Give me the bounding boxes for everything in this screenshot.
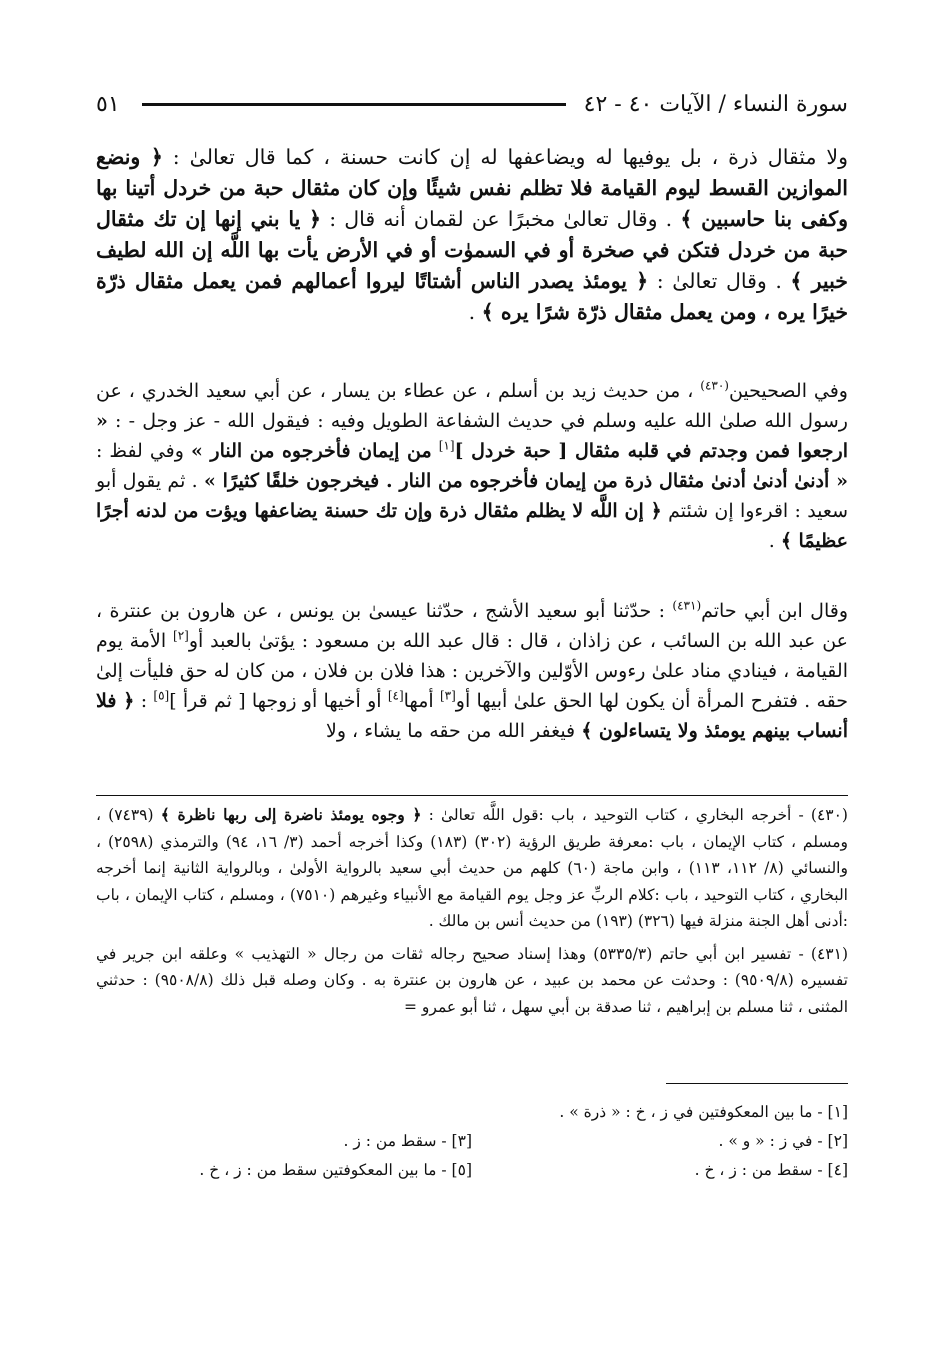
variant-row [96,1156,848,1185]
page-number: ٥١ [96,91,120,117]
text-span: الأمة يوم القيامة ، فينادي مناد علىٰ رءوس الأوّلين والآخرين : هذا فلان بن فلان ، من كان له حق فليأت إلىٰ حقه . فتفرح المرأة أن يكون لها الحق علىٰ أبيها أو [96,630,849,712]
variant-note: [١] - ما بين المعكوفتين في ز ، خ : « ذرة » . [559,1103,848,1121]
variant-row [96,1098,848,1127]
footnote-text: (٤٣٠) - أخرجه البخاري ، كتاب التوحيد ، باب :قول اللَّه تعالىٰ : [428,806,848,824]
variant-row [96,1127,848,1156]
text-span: . وقال تعالىٰ مخبرًا عن لقمان أنه قال : [329,207,673,231]
text-span: . [468,300,476,324]
footnotes [96,802,848,1026]
quran-verse: ﴿ يومئذ يصدر الناس أشتاتًا ليروا أعمالهم فمن يعمل مثقال ذرّة خيرًا يره ، ومن يعمل مثقال ذرّة شرًا يره ﴾ [96,269,848,324]
text-span: فيغفر الله من حقه ما يشاء ، ولا [325,720,576,742]
footnote-431 [96,941,848,1021]
variant-ref: [٣] [439,688,456,703]
text-span: أو أخيها أو زوجها [ ثم قرأ ] [169,690,382,712]
variant-note: [٢] - في ز : « و » . [718,1132,848,1150]
text-span: وفي الصحيحين [728,380,848,402]
hadith-quote: « أدنىٰ أدنىٰ أدنىٰ مثقال ذرة من إيمان فأخرجوه من النار . فيخرجون خلقًا كثيرًا » [203,470,849,492]
text-span: : حدّثنا أبو سعيد الأشج ، حدّثنا عيسىٰ بن يونس ، عن هارون بن عنترة ، عن عبد الله بن السائب ، عن زاذان ، قال : قال عبد الله بن مسعود : يؤتىٰ بالعبد أو [96,600,848,652]
quran-verse: ﴿ يا بني إنها إن تك مثقال حبة من خردل فتكن في صخرة أو في السموٰت أو في الأرض يأت بها اللَّه إن الله لطيف خبير ﴾ [96,207,848,293]
text-span: ، من حديث زيد بن أسلم ، عن عطاء بن يسار ، عن أبي سعيد الخدري ، عن رسول الله صلىٰ الله عليه وسلم في حديث الشفاعة الطويل وفيه : فيقول الله - عز وجل - : [96,380,848,432]
paragraph-2 [96,376,848,556]
text-span: ولا مثقال ذرة ، بل يوفيها له ويضاعفها له إن كانت حسنة ، كما قال تعالىٰ : [172,145,848,169]
hadith-quote: « ارجعوا فمن وجدتم في قلبه مثقال [ حبة خردل ] [96,410,848,462]
footnote-430 [96,802,848,935]
text-span: أمها [403,690,434,712]
paragraph-3 [96,596,848,746]
quran-verse: ﴿ وجوه يومئذ ناضرة إلى ربها ناظرة ﴾ [160,805,422,824]
text-span: : [140,690,148,712]
quran-verse: ﴿ إن اللَّه لا يظلم مثقال ذرة وإن تك حسنة يضاعفها ويؤت من لدنه أجرًا عظيمًا ﴾ [96,500,848,552]
text-span: . [768,530,775,552]
page-header [96,86,848,122]
quran-verse: ﴿ فلا أنساب بينهم يومئذ ولا يتساءلون ﴾ [96,690,848,742]
header-rule [142,103,566,106]
footnote-ref: (٤٣٠) [700,378,729,393]
variants-divider [666,1083,848,1084]
variant-ref: [٤] [387,688,404,703]
text-span: وفي لفظ : [96,440,184,462]
footnote-text: (٤٣١) - تفسير ابن أبي حاتم (٥٣٣٥/٣) وهذا إسناد صحيح رجاله ثقات من رجال « التهذيب » وعلقه ابن جرير في تفسيره (٩٥٠٩/٨) : وحدثت عن محمد بن عبيد ، عن هارون بن عنترة به . وكان وصله قبل ذلك (٩٥٠٨/٨) : حدثني المثنى ، ثنا مسلم بن إبراهيم ، ثنا صدقة بن أبي سهل ، ثنا أبو عمرو = [96,944,848,1016]
manuscript-variants [96,1098,848,1185]
quran-verse: ﴿ ونضع الموازين القسط ليوم القيامة فلا تظلم نفس شيئًا وإن كان مثقال حبة من خردل أتينا بها وكفى بنا حاسبين ﴾ [96,145,848,231]
text-span: . وقال تعالىٰ : [656,269,782,293]
footnote-divider [96,795,848,796]
variant-ref: [١] [438,438,455,453]
hadith-quote: من إيمان فأخرجوه من النار » [190,440,432,462]
variant-note: [٥] - ما بين المعكوفتين سقط من : ز ، خ . [199,1161,472,1179]
footnote-text: (٧٤٣٩) ، ومسلم ، كتاب الإيمان ، باب :معرفة طريق الرؤية (٣٠٢) (١٨٣) وكذا أخرجه أحمد (٣/ ١٦، ٩٤) والترمذي (٢٥٩٨) ، والنسائي (٨/ ١١٢، ١١٣) ، وابن ماجة (٦٠) كلهم من حديث أبي سعيد بالرواية الأولىٰ ، وبالرواية الثانية إنما أخرجه البخاري ، كتاب التوحيد ، باب :كلام الربِّ عز وجل يوم القيامة مع الأنبياء وغيرهم (٧٥١٠) ، ومسلم ، كتاب الإيمان ، باب :أدنى أهل الجنة منزلة فيها (٣٢٦) (١٩٣) من حديث أنس بن مالك . [96,806,848,930]
variant-note: [٣] - سقط من : ز . [343,1132,472,1150]
variant-note: [٤] - سقط من : ز ، خ . [694,1161,848,1179]
text-span: . ثم يقول أبو سعيد : اقرءوا إن شئتم [96,470,848,522]
variant-ref: [٢] [173,628,189,643]
variant-ref: [٥] [153,688,170,703]
paragraph-1 [96,142,848,328]
text-span: وقال ابن أبي حاتم [701,600,848,622]
running-title: سورة النساء / الآيات ٤٠ - ٤٢ [583,91,848,117]
footnote-ref: (٤٣١) [672,598,702,613]
